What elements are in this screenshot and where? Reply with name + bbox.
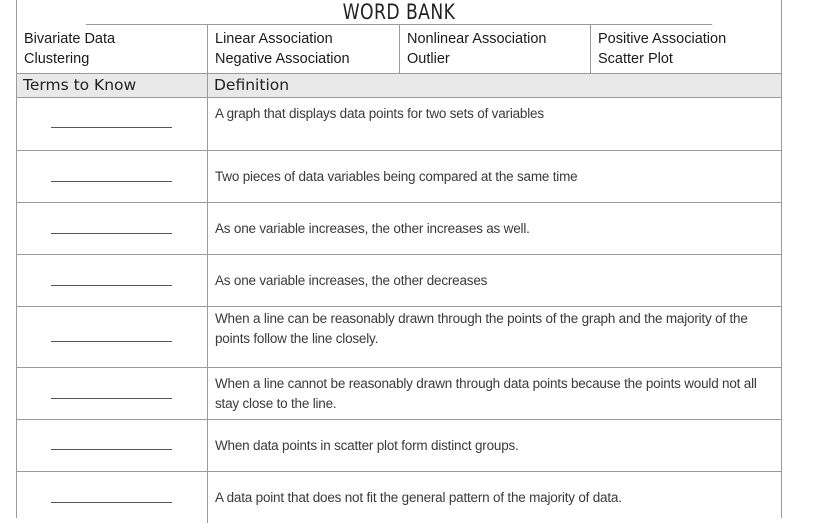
answer-blank[interactable] [51, 233, 172, 234]
word-bank-term: Outlier [407, 51, 450, 67]
answer-blank[interactable] [51, 341, 172, 342]
table-row [17, 151, 781, 203]
term-cell [17, 368, 208, 419]
word-bank-term: Positive Association [598, 31, 727, 47]
term-cell [17, 98, 208, 150]
definitions-table [17, 98, 781, 523]
terms-header: Terms to Know [17, 74, 208, 97]
word-bank-term: Linear Association [215, 31, 333, 47]
definition-text: When a line can be reasonably drawn through the points of the graph and the majority of the points follow the line closely. [215, 311, 748, 346]
table-row [17, 98, 781, 151]
term-cell [17, 255, 208, 306]
word-bank-column [17, 25, 208, 73]
term-cell [17, 151, 208, 202]
table-header [17, 74, 781, 98]
definition-text: When data points in scatter plot form distinct groups. [215, 437, 519, 453]
definition-text: As one variable increases, the other decreases [215, 272, 488, 288]
table-row [17, 307, 781, 368]
definition-text: Two pieces of data variables being compared at the same time [215, 168, 578, 184]
word-bank-term: Scatter Plot [598, 51, 673, 67]
table-row [17, 203, 781, 255]
answer-blank[interactable] [51, 398, 172, 399]
answer-blank[interactable] [51, 127, 172, 128]
word-bank-term: Clustering [24, 51, 90, 67]
table-row [17, 255, 781, 307]
table-row [17, 420, 781, 472]
word-bank-term: Negative Association [215, 51, 350, 67]
answer-blank[interactable] [51, 502, 172, 503]
word-bank-title: WORD BANK [86, 0, 712, 25]
word-bank-column [400, 25, 591, 73]
table-row [17, 472, 781, 523]
term-cell [17, 472, 208, 523]
definition-text: A graph that displays data points for two sets of variables [215, 106, 544, 121]
term-cell [17, 307, 208, 367]
word-bank [17, 25, 781, 74]
table-row [17, 368, 781, 420]
worksheet [16, 0, 782, 518]
word-bank-term: Nonlinear Association [407, 31, 547, 47]
definition-text: A data point that does not fit the general pattern of the majority of data. [215, 489, 622, 505]
definition-header: Definition [214, 76, 290, 94]
definition-text: When a line cannot be reasonably drawn through data points because the points would not all stay close to the line. [215, 375, 757, 411]
term-cell [17, 420, 208, 471]
answer-blank[interactable] [51, 285, 172, 286]
answer-blank[interactable] [51, 181, 172, 182]
answer-blank[interactable] [51, 449, 172, 450]
term-cell [17, 203, 208, 254]
word-bank-column [208, 25, 400, 73]
word-bank-column [591, 25, 781, 73]
word-bank-term: Bivariate Data [24, 31, 116, 47]
definition-text: As one variable increases, the other increases as well. [215, 220, 530, 236]
